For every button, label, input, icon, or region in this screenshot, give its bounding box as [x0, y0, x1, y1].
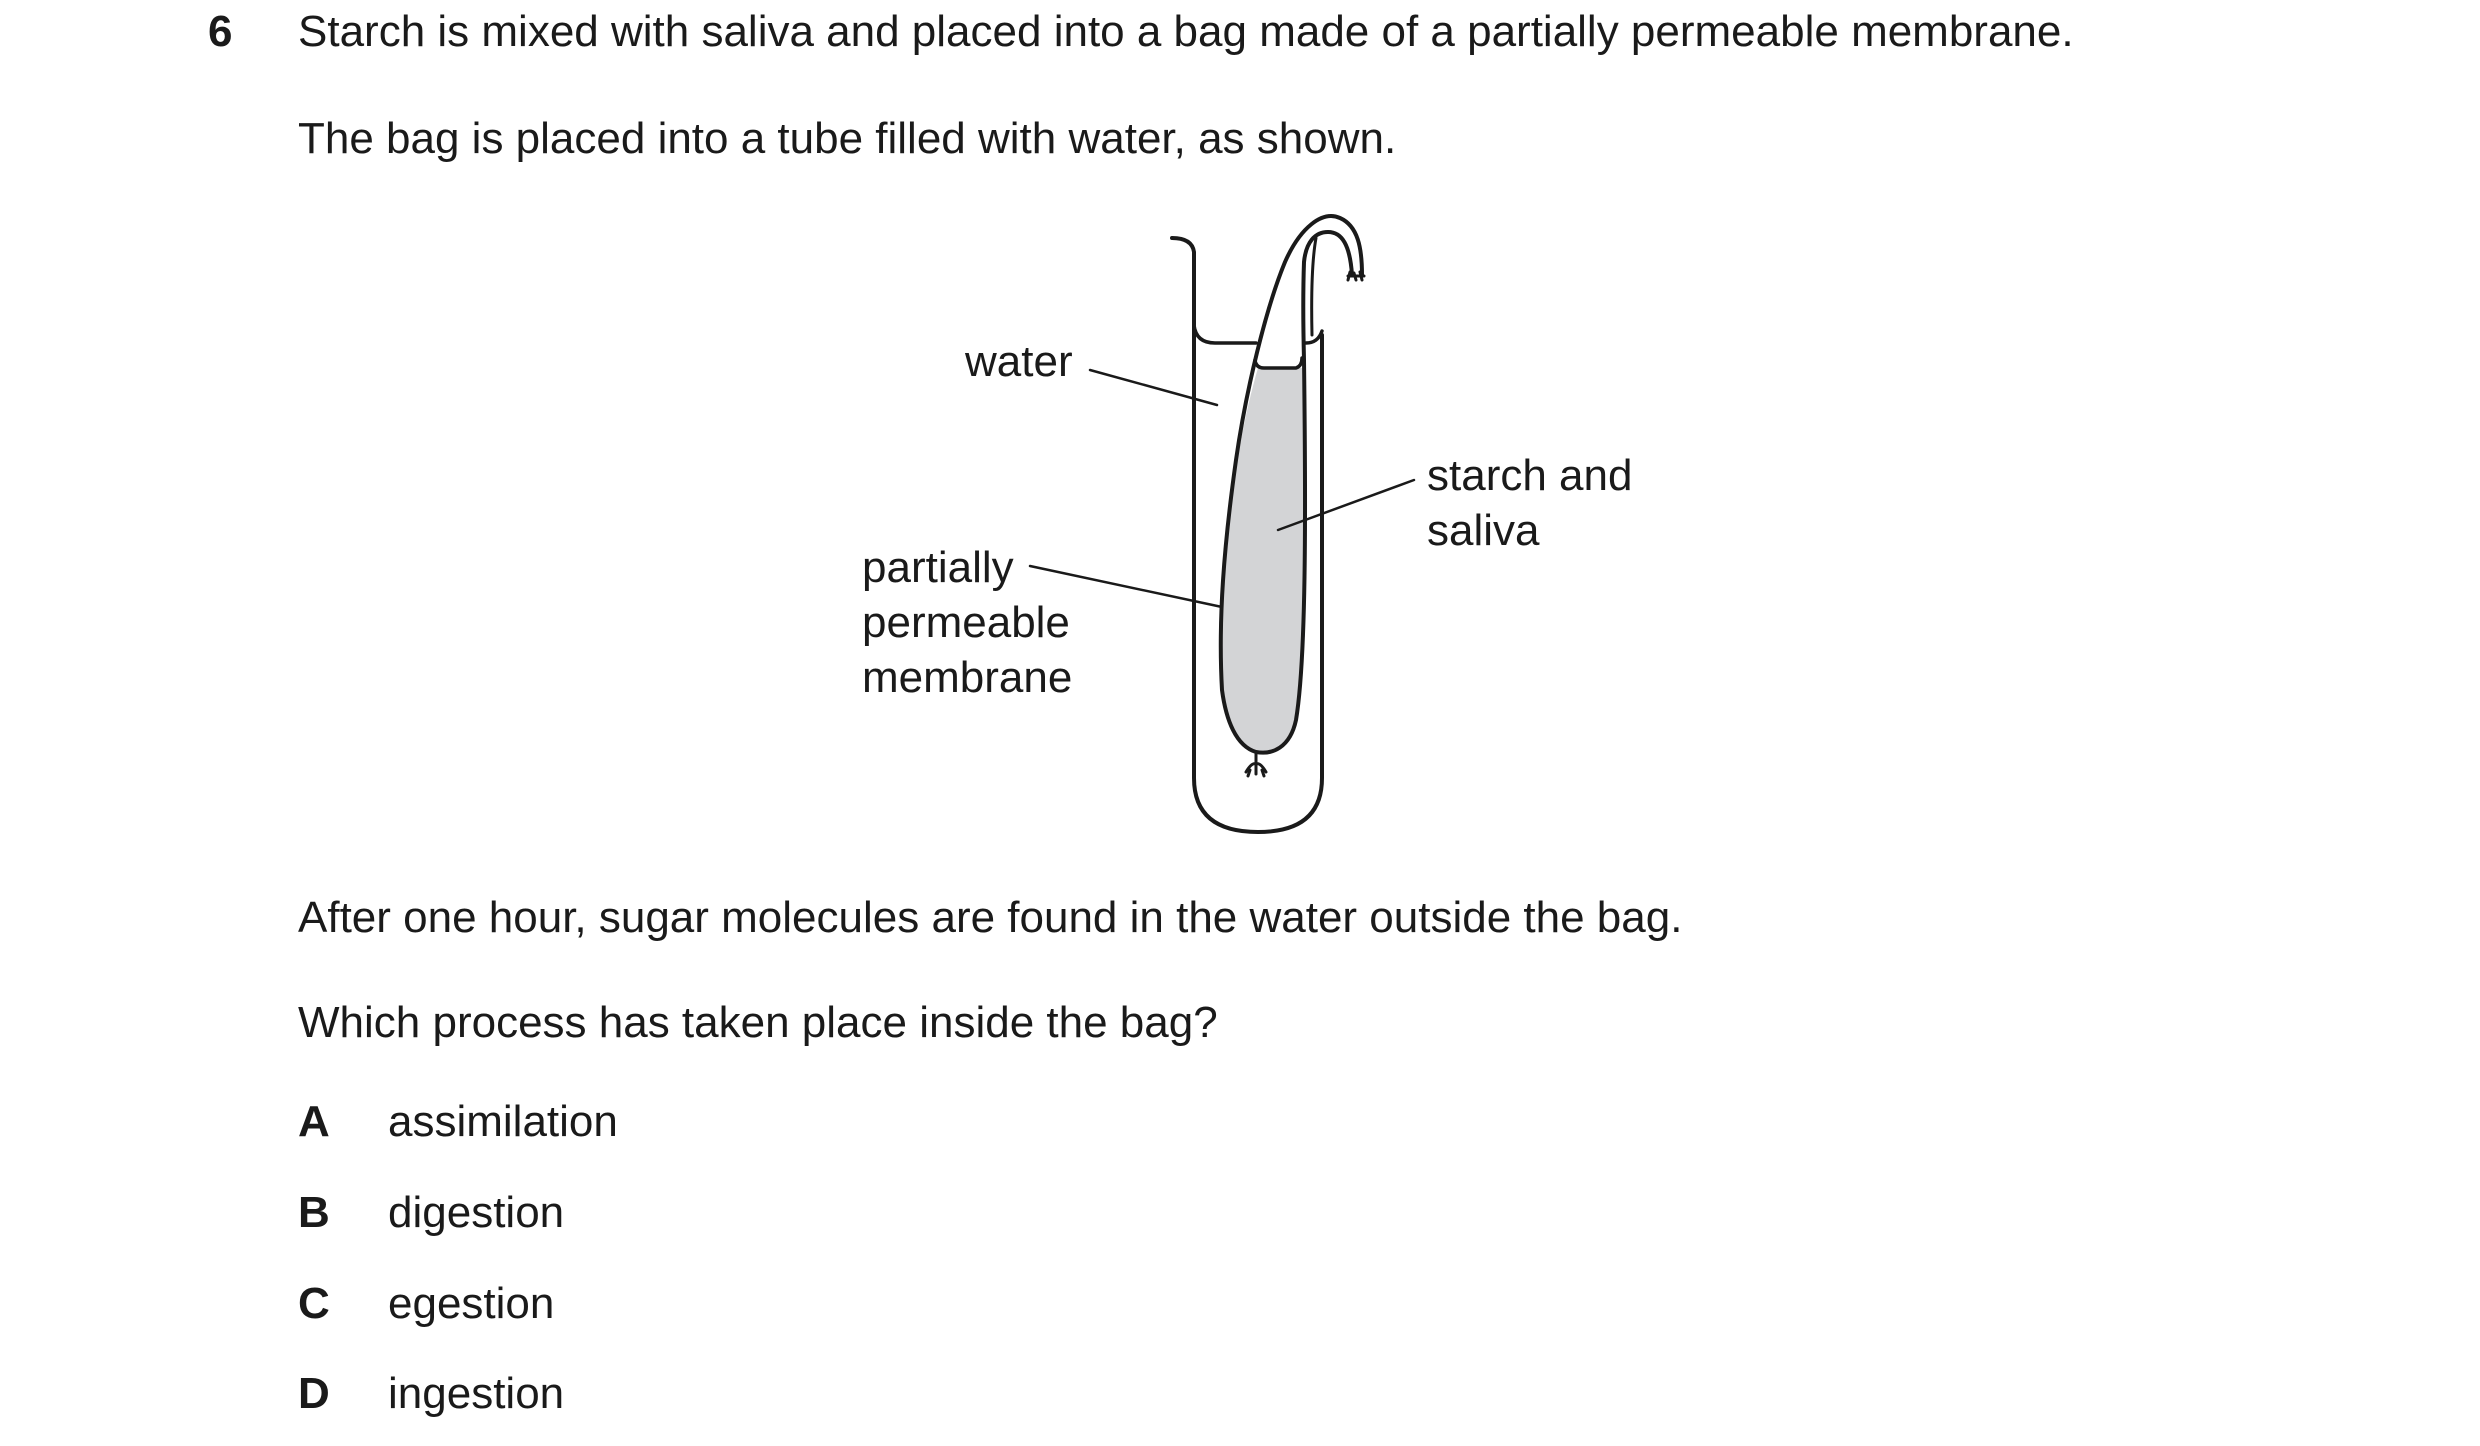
option-b-text: digestion [388, 1188, 565, 1237]
water-label-line [1090, 370, 1217, 405]
membrane-label-line3: membrane [862, 653, 1073, 702]
bag-contents [1221, 368, 1305, 753]
option-a-letter: A [298, 1097, 330, 1146]
water-surface-right [1306, 331, 1322, 343]
water-label: water [965, 337, 1073, 386]
option-d-letter: D [298, 1369, 330, 1418]
question-setup: The bag is placed into a tube filled with water, as shown. [298, 114, 1397, 163]
option-c-text: egestion [388, 1279, 555, 1328]
question-number: 6 [208, 7, 233, 56]
membrane-label-line1: partially [862, 543, 1014, 592]
starch-label-line1: starch and [1427, 451, 1633, 500]
membrane-label-line2: permeable [862, 598, 1070, 647]
bag-bottom-tie [1246, 752, 1266, 776]
bag-neck-fold [1312, 238, 1316, 335]
question-observation: After one hour, sugar molecules are found in the water outside the bag. [298, 893, 1683, 942]
water-surface [1194, 325, 1256, 343]
starch-label-line2: saliva [1427, 506, 1540, 555]
question-intro: Starch is mixed with saliva and placed into a bag made of a partially permeable membrane. [298, 7, 2074, 56]
option-b-letter: B [298, 1188, 330, 1237]
option-c-letter: C [298, 1279, 330, 1328]
bag-top-tie [1348, 272, 1364, 280]
option-d-text: ingestion [388, 1369, 565, 1418]
option-a-text: assimilation [388, 1097, 618, 1146]
contents-surface [1255, 358, 1302, 368]
question-prompt: Which process has taken place inside the bag? [298, 998, 1218, 1047]
